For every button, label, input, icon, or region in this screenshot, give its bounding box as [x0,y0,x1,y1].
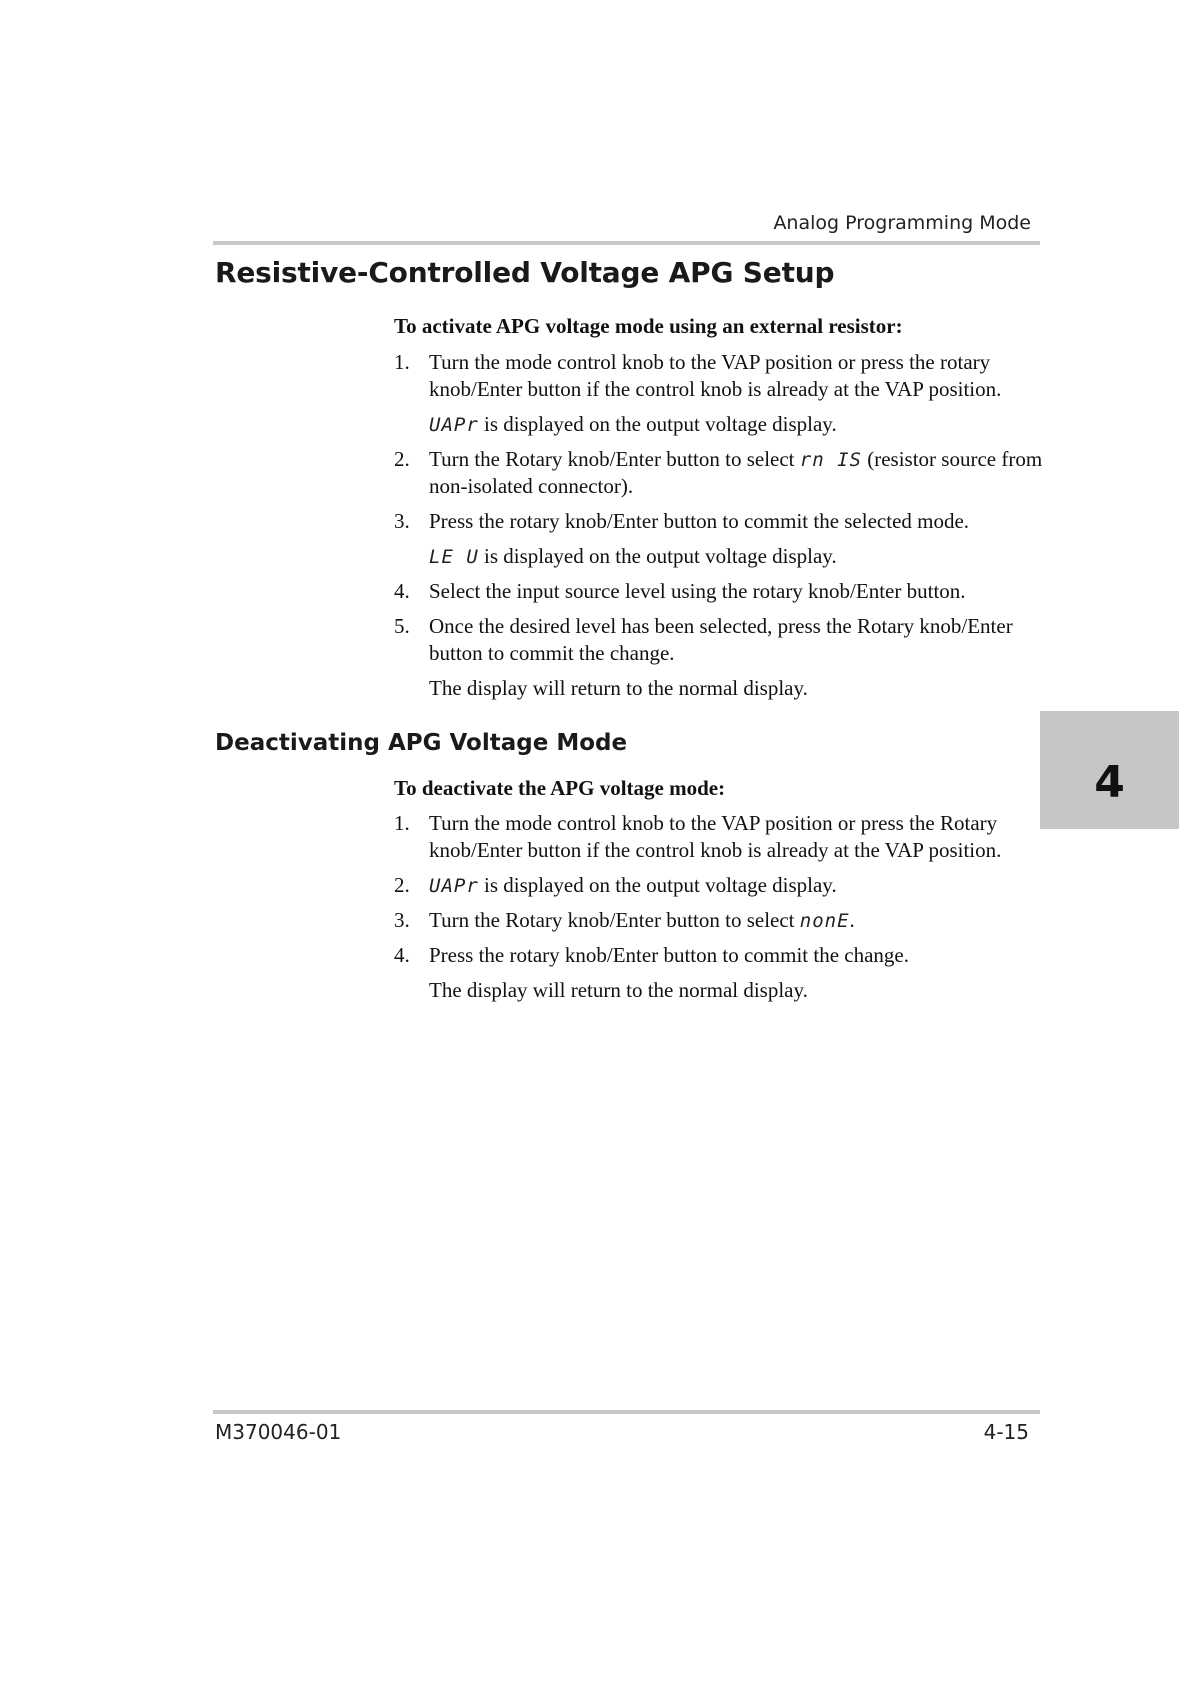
doc-number: M370046-01 [215,1420,342,1444]
step-text: non-isolated connector). [429,474,634,498]
step-note: LE U is displayed on the output voltage display. [429,544,837,568]
step-number: 3. [394,908,410,932]
step-number: 4. [394,579,410,603]
step-note: UAPr is displayed on the output voltage display. [429,412,837,436]
header-rule [213,241,1040,245]
step-number: 2. [394,447,410,471]
lcd-readout: UAPr [429,875,479,897]
step-text: Turn the mode control knob to the VAP position or press the Rotary [429,811,998,835]
step-text: Select the input source level using the rotary knob/Enter button. [429,579,966,603]
step-number: 2. [394,873,410,897]
lcd-readout: rn IS [799,449,862,471]
step-text: Turn the Rotary knob/Enter button to select rn IS (resistor source from [429,447,1043,471]
footer-rule [213,1410,1040,1414]
step-text: UAPr is displayed on the output voltage display. [429,873,837,897]
procedure-title: To deactivate the APG voltage mode: [394,776,726,800]
step-number: 1. [394,350,410,374]
lcd-readout: UAPr [429,414,479,436]
step-text: Turn the mode control knob to the VAP position or press the rotary [429,350,991,374]
step-text: knob/Enter button if the control knob is already at the VAP position. [429,377,1002,401]
step-text: knob/Enter button if the control knob is already at the VAP position. [429,838,1002,862]
step-text: button to commit the change. [429,641,675,665]
step-number: 1. [394,811,410,835]
step-number: 4. [394,943,410,967]
step-number: 5. [394,614,410,638]
step-text: Turn the Rotary knob/Enter button to select nonE. [429,908,855,932]
section-title: Resistive-Controlled Voltage APG Setup [215,256,835,289]
chapter-number: 4 [1094,757,1125,808]
subsection-title: Deactivating APG Voltage Mode [215,730,628,756]
step-text: Press the rotary knob/Enter button to commit the selected mode. [429,509,970,533]
chapter-tab [1040,711,1179,829]
step-note: The display will return to the normal display. [429,676,808,700]
lcd-readout: LE U [429,546,479,568]
page-number: 4-15 [983,1420,1029,1444]
lcd-readout: nonE [799,910,850,932]
procedure-title: To activate APG voltage mode using an external resistor: [394,314,903,338]
step-text: Press the rotary knob/Enter button to commit the change. [429,943,909,967]
step-number: 3. [394,509,410,533]
running-header: Analog Programming Mode [773,212,1031,234]
step-text: Once the desired level has been selected, press the Rotary knob/Enter [429,614,1013,638]
step-note: The display will return to the normal display. [429,978,808,1002]
